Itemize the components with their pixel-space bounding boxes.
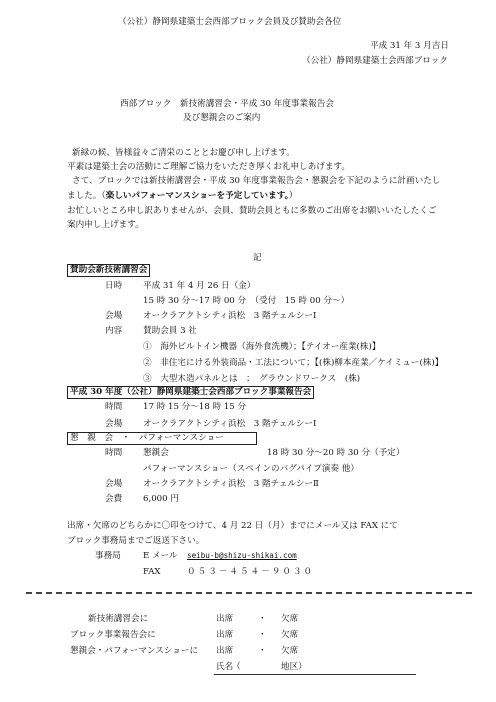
form-seminar-sep: ・ [258, 614, 267, 624]
name-field-line[interactable] [214, 674, 416, 675]
reply-instructions: 出席・欠席のどちらかに〇印をつけて、4 月 22 日（月）までにメール又は FAX にて [67, 521, 398, 531]
plan-paragraph: さて、ブロックでは新技術講習会・平成 30 年度事業報告会・懇親会を下記のように計画いたし [72, 176, 441, 186]
form-district-paren: （ [232, 662, 241, 672]
seminar-item-3: ③ 大型木造パネルとは ； グラウンドワークス (株) [143, 374, 361, 384]
seminar-item-2: ② 非住宅にける外装商品・工法について；【(株)柳本産業／ケイミュー(株)】 [143, 358, 444, 368]
form-name-label: 氏名 [216, 662, 234, 672]
email-label: E メール [143, 551, 178, 561]
form-party-absent[interactable]: 欠席 [281, 646, 299, 656]
ki-heading: 記 [253, 253, 262, 263]
party-item-1: 懇親会 [143, 448, 169, 458]
office-label: 事務局 [95, 551, 121, 561]
form-report-attend[interactable]: 出席 [216, 630, 234, 640]
seminar-time: 15 時 30 分～17 時 00 分 （受付 15 時 00 分～） [143, 296, 350, 306]
form-row-label-report: ブロック事業報告会に [70, 630, 156, 640]
seminar-venue: オークラアクトシティ浜松 3 階チェルシーⅠ [143, 311, 317, 321]
form-party-attend[interactable]: 出席 [216, 646, 234, 656]
greeting-paragraph: 新緑の候、皆様益々ご清栄のこととお慶び申し上げます。 [72, 148, 295, 158]
form-report-absent[interactable]: 欠席 [281, 630, 299, 640]
section-party-heading: 懇 親 会 ・ パフォーマンスショー [67, 432, 257, 445]
seminar-content-label: 内容 [105, 326, 123, 336]
party-venue: オークラアクトシティ浜松 3 階チェルシーⅡ [143, 479, 319, 489]
fax-number: ０５３－４５４－９０３０ [187, 567, 315, 577]
party-fee-label: 会費 [105, 494, 123, 504]
party-time-label: 時間 [105, 448, 123, 458]
fax-label: FAX [143, 567, 161, 577]
form-seminar-attend[interactable]: 出席 [216, 614, 234, 624]
report-venue-label: 会場 [105, 419, 123, 429]
title-line-2: 及び懇親会のご案内 [183, 113, 261, 123]
request-paragraph-cont: 案内申し上げます。 [67, 220, 144, 230]
party-venue-label: 会場 [105, 479, 123, 489]
seminar-item-1: ① 海外ビルトイン機器（海外食洗機）；【テイオー産業(株)】 [143, 342, 381, 352]
seminar-date: 平成 31 年 4 月 26 日（金） [143, 281, 256, 291]
plan-paragraph-cont: ました。（楽しいパフォーマンスショーを予定しています。） [67, 191, 298, 201]
cut-line [26, 592, 472, 594]
show-highlight: 楽しいパフォーマンスショーを予定しています。 [105, 191, 289, 201]
form-seminar-absent[interactable]: 欠席 [281, 614, 299, 624]
party-item-2: パフォーマンスショー（スペインのバグパイプ演奏 他） [143, 464, 359, 474]
report-time-label: 時間 [105, 402, 123, 412]
form-report-sep: ・ [258, 630, 267, 640]
party-fee: 6,000 円 [143, 494, 179, 504]
request-paragraph: お忙しいところ申し訳ありませんが、会員、賛助会員ともに多数のご出席をお願いいたしたくご [67, 206, 437, 216]
section-seminar-heading: 賛助会新技術講習会 [67, 264, 150, 277]
report-time: 17 時 15 分～18 時 15 分 [143, 402, 247, 412]
seminar-venue-label: 会場 [105, 311, 123, 321]
reply-instructions-cont: ブロック事務局までご返送下さい。 [67, 536, 205, 546]
form-district-label: 地区） [281, 662, 307, 672]
seminar-date-label: 日時 [105, 281, 123, 291]
report-venue: オークラアクトシティ浜松 3 階チェルシーⅠ [143, 419, 317, 429]
recipient-line: （公社）静岡県建築士会西部ブロック会員及び賛助会各位 [118, 17, 342, 27]
form-row-label-seminar: 新技術講習会に [88, 614, 149, 624]
title-line-1: 西部ブロック 新技術講習会・平成 30 年度事業報告会 [120, 99, 334, 109]
form-row-label-party: 懇親会・パフォーマンスショーに [70, 646, 199, 656]
section-report-heading: 平成 30 年度（公社）静岡県建築士会西部ブロック事業報告会 [67, 386, 314, 399]
issue-date: 平成 31 年 3 月吉日 [370, 41, 449, 51]
seminar-content: 賛助会員 3 社 [143, 326, 197, 336]
email-address[interactable]: seibu-b@shizu-shikai.com [187, 551, 297, 560]
sender-line: （公社）静岡県建築士会西部ブロック [302, 56, 448, 66]
party-time: 18 時 30 分～20 時 30 分（予定） [267, 448, 405, 458]
thanks-paragraph: 平素は建築士会の活動にご理解ご協力をいただき厚くお礼申しあげます。 [67, 162, 350, 172]
form-party-sep: ・ [258, 646, 267, 656]
